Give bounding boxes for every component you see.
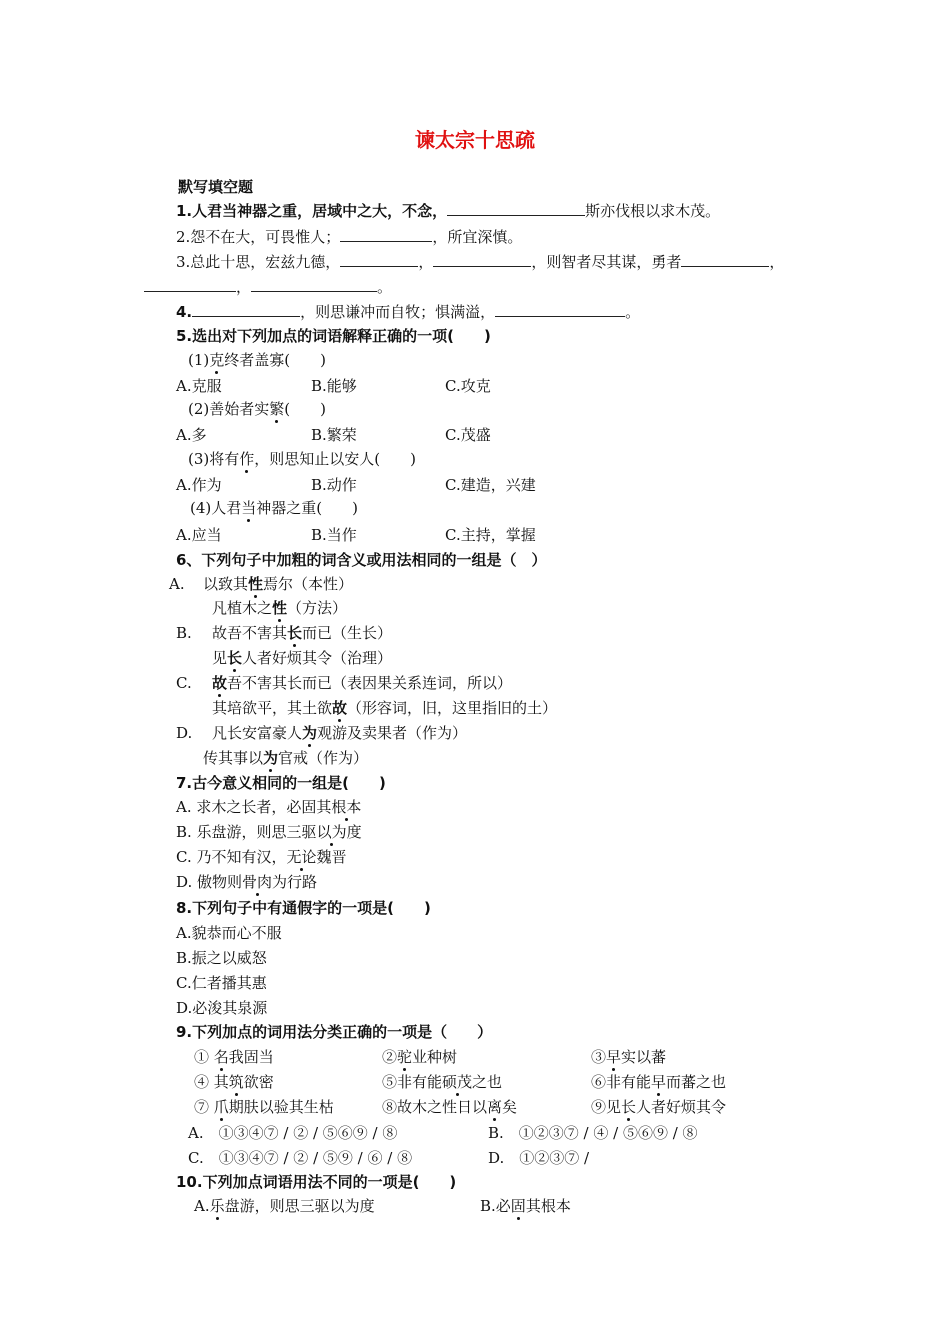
q5-s1-opt-b[interactable]: B.能够	[311, 377, 357, 395]
q5-s4-a: (4)人君	[190, 499, 242, 517]
q5-s2-b: ( )	[284, 400, 326, 418]
dotted-word: 固	[510, 1197, 526, 1215]
q6-opt-a-label[interactable]: A.	[169, 575, 185, 593]
q9-text: 期肤以验其生枯	[228, 1098, 334, 1116]
q6-text: 凡植木之	[212, 599, 273, 617]
bold-dotted-word: 长	[227, 649, 243, 667]
q9-item-4	[194, 1071, 274, 1093]
q5-s3-a: (3)将有	[188, 450, 240, 468]
dotted-word: 骨肉	[242, 873, 273, 891]
q6-text: 传其事以	[203, 749, 264, 767]
q3-blank-3[interactable]	[681, 252, 769, 267]
q5-s2-opt-c[interactable]: C.茂盛	[445, 426, 491, 444]
dotted-word: 硕茂	[442, 1073, 473, 1091]
q9-text: ③	[591, 1048, 607, 1066]
q9-text: ⑧故木之性日以	[382, 1098, 488, 1116]
q9-text: ②	[382, 1048, 398, 1066]
q2-text: 2.怨不在大，可畏惟人；	[176, 228, 341, 246]
q9-text: ⑤非有能	[382, 1073, 443, 1091]
question-3-cont	[144, 276, 392, 298]
q9-item-3	[591, 1046, 666, 1068]
q5-s1-b: 终者盖寡( )	[224, 351, 326, 369]
q6-text: 以致其	[203, 575, 249, 593]
q6-opt-c-line2	[212, 697, 557, 719]
q5-sub-3	[188, 448, 416, 470]
q7-opt-d[interactable]	[176, 871, 317, 893]
q5-s2-opt-b[interactable]: B.繁荣	[311, 426, 357, 444]
dotted-word: 乐	[209, 1197, 225, 1215]
q3-end: 。	[377, 278, 393, 296]
q3-blank-4[interactable]	[144, 277, 236, 292]
q4-blank-1[interactable]	[192, 302, 300, 317]
q6-opt-a-line1	[203, 573, 353, 595]
q9-text: 实以蕃	[621, 1048, 667, 1066]
q6-text: 凡长安富豪人	[212, 724, 303, 742]
q9-opt-c[interactable]: C. ①③④⑦ / ② / ⑤⑨ / ⑥ / ⑧	[188, 1149, 413, 1167]
question-7-stem: 7.古今意义相同的一组是( )	[176, 774, 386, 792]
q9-item-8	[382, 1096, 517, 1118]
q7-text: C. 乃不知有汉，	[176, 848, 287, 866]
q6-opt-c-label[interactable]: C.	[176, 674, 192, 692]
q2-text-end: ，所宜深慎。	[432, 228, 523, 246]
bold-dotted-word: 性	[272, 599, 288, 617]
question-10-stem: 10.下列加点词语用法不同的一项是( )	[176, 1173, 457, 1191]
q5-sub-2	[188, 398, 326, 420]
q3-sep: ，	[769, 253, 785, 271]
question-3	[176, 251, 784, 273]
question-9-stem: 9.下列加点的词用法分类正确的一项是（ ）	[176, 1023, 493, 1041]
q6-text: 观游及卖果者（作为）	[317, 724, 468, 742]
q9-opt-a[interactable]: A. ①③④⑦ / ② / ⑤⑥⑨ / ⑧	[188, 1124, 398, 1142]
q9-text: 我固当	[228, 1048, 274, 1066]
q9-item-2	[382, 1046, 457, 1068]
question-5-stem: 5.选出对下列加点的词语解释正确的一项( )	[176, 327, 491, 345]
bold-dotted-word: 为	[302, 724, 318, 742]
dotted-word: 驼	[397, 1048, 413, 1066]
bold-dotted-word: 为	[263, 749, 279, 767]
q9-text: 而蕃之也	[666, 1073, 727, 1091]
q10-text: 盘游，则思三驱以为度	[224, 1197, 375, 1215]
q10-opt-a[interactable]	[194, 1195, 375, 1217]
dotted-word: 爪	[213, 1098, 229, 1116]
q3-sep: ，	[236, 278, 252, 296]
question-1	[176, 200, 720, 222]
q6-text: 其培欲平，其土欲	[212, 699, 333, 717]
q2-blank[interactable]	[340, 227, 432, 242]
q9-item-7	[194, 1096, 334, 1118]
q4-text: ，则思谦冲而自牧；惧满溢，	[300, 303, 496, 321]
q6-text: （方法）	[287, 599, 348, 617]
q4-end: 。	[625, 303, 641, 321]
section-heading: 默写填空题	[178, 178, 254, 196]
bold-dotted-word: 故	[332, 699, 348, 717]
q5-s3-b: ，则思知止以安人( )	[254, 450, 416, 468]
q1-blank[interactable]	[447, 201, 585, 216]
q9-text: 欲密	[243, 1073, 274, 1091]
q3-blank-1[interactable]	[340, 252, 418, 267]
dotted-word: 长	[621, 1098, 637, 1116]
question-2	[176, 226, 522, 248]
q5-s4-b: 神器之重( )	[256, 499, 358, 517]
dotted-word: 名	[213, 1048, 229, 1066]
dotted-word: 无论	[286, 848, 317, 866]
q9-opt-b[interactable]: B. ①②③⑦ / ④ / ⑤⑥⑨ / ⑧	[488, 1124, 698, 1142]
q3-sep: ，	[418, 253, 434, 271]
bold-dotted-word: 故	[212, 674, 228, 692]
q9-text: ①	[194, 1048, 214, 1066]
q7-text: 为行路	[272, 873, 318, 891]
q6-text: 人者好烦其令（治理）	[242, 649, 393, 667]
q3-text-mid: ，则智者尽其谋，勇者	[531, 253, 682, 271]
q6-opt-d-label[interactable]: D.	[176, 724, 193, 742]
q10-text: 其根本	[525, 1197, 571, 1215]
q9-item-6	[591, 1071, 726, 1093]
q5-sub-1	[188, 349, 326, 371]
q6-text: 焉尔（本性）	[263, 575, 354, 593]
q5-s4-opt-a[interactable]: A.应当	[176, 526, 222, 544]
q7-text: 度	[346, 823, 362, 841]
q9-text: ⑦	[194, 1098, 214, 1116]
q7-opt-c[interactable]	[176, 846, 347, 868]
question-6-stem: 6、下列句子中加粗的词含义或用法相同的一组是（ ）	[176, 551, 547, 569]
q6-opt-b-label[interactable]: B.	[176, 624, 192, 642]
q7-opt-b[interactable]	[176, 821, 362, 843]
q6-text: 而已（生长）	[302, 624, 393, 642]
q6-text: 吾不害其长而已（表因果关系连词，所以）	[227, 674, 513, 692]
q1-text: 1.人君当神器之重，居域中之大，不念，	[176, 202, 448, 220]
q6-opt-d-line2	[203, 747, 368, 769]
q9-text: ⑥非有能	[591, 1073, 652, 1091]
q6-text: （形容词，旧，这里指旧的土）	[347, 699, 558, 717]
q9-text: 人者好烦其令	[636, 1098, 727, 1116]
q5-s3-opt-a[interactable]: A.作为	[176, 476, 222, 494]
dotted-word: 以为	[316, 823, 347, 841]
q10-text: A.	[194, 1197, 210, 1215]
q6-opt-b-line2	[212, 647, 392, 669]
q6-text: 见	[212, 649, 228, 667]
q3-text: 3.总此十思，宏兹九德，	[176, 253, 341, 271]
q3-blank-5[interactable]	[251, 277, 377, 292]
dotted-word: 克	[209, 351, 225, 369]
dotted-word: 离	[487, 1098, 503, 1116]
q6-opt-d-line1	[212, 722, 467, 744]
q8-opt-c[interactable]: C.仁者播其惠	[176, 974, 267, 992]
q9-item-1	[194, 1046, 274, 1068]
q6-opt-a-line2	[212, 597, 347, 619]
q4-blank-2[interactable]	[495, 302, 625, 317]
q5-s1-a: (1)	[188, 351, 210, 369]
q1-text-end: 斯亦伐根以求木茂。	[585, 202, 721, 220]
q10-opt-b[interactable]	[480, 1195, 571, 1217]
q5-s1-opt-c[interactable]: C.攻克	[445, 377, 491, 395]
dotted-word: 筑	[228, 1073, 244, 1091]
q9-text: ④ 其	[194, 1073, 229, 1091]
dotted-word: 繁	[269, 400, 285, 418]
q5-s3-opt-b[interactable]: B.动作	[311, 476, 357, 494]
q5-s3-opt-c[interactable]: C.建造，兴建	[445, 476, 536, 494]
bold-dotted-word: 性	[248, 575, 264, 593]
dotted-word: 早	[606, 1048, 622, 1066]
question-4	[176, 301, 640, 323]
bold-dotted-word: 长	[287, 624, 303, 642]
q7-opt-a[interactable]	[176, 796, 361, 818]
question-8-stem: 8.下列句子中有通假字的一项是( )	[176, 899, 431, 917]
q8-opt-d[interactable]: D.必浚其泉源	[176, 999, 268, 1017]
q5-s1-opt-a[interactable]: A.克服	[176, 377, 222, 395]
q6-text: 官戒（作为）	[278, 749, 369, 767]
q6-text: 故吾不害其	[212, 624, 288, 642]
q5-sub-4	[190, 497, 358, 519]
q5-s4-opt-c[interactable]: C.主持，掌握	[445, 526, 536, 544]
dotted-word: 当	[241, 499, 257, 517]
q6-opt-c-line1	[212, 672, 512, 694]
q9-item-5	[382, 1071, 502, 1093]
q8-opt-b[interactable]: B.振之以威怒	[176, 949, 267, 967]
q3-blank-2[interactable]	[433, 252, 531, 267]
q4-number: 4.	[176, 303, 193, 321]
q9-opt-d[interactable]: D. ①②③⑦ /	[488, 1149, 590, 1167]
q5-s2-a: (2)善始者实	[188, 400, 270, 418]
dotted-word: 早	[651, 1073, 667, 1091]
q9-text: 业种树	[412, 1048, 458, 1066]
q9-text: 之也	[472, 1073, 503, 1091]
q7-text: 魏晋	[316, 848, 347, 866]
q9-text: ⑨见	[591, 1098, 622, 1116]
q5-s4-opt-b[interactable]: B.当作	[311, 526, 357, 544]
q6-opt-b-line1	[212, 622, 392, 644]
q8-opt-a[interactable]: A.貌恭而心不服	[176, 924, 282, 942]
q9-text: 矣	[502, 1098, 518, 1116]
page-title: 谏太宗十思疏	[415, 128, 535, 152]
q7-text: D. 傲物则	[176, 873, 243, 891]
q5-s2-opt-a[interactable]: A.多	[176, 426, 207, 444]
q10-text: B.必	[480, 1197, 511, 1215]
dotted-word: 作	[239, 450, 255, 468]
q7-text: A. 求木之长者，必固其	[176, 798, 332, 816]
dotted-word: 根本	[331, 798, 362, 816]
q7-text: B. 乐盘游，则思三驱	[176, 823, 317, 841]
q9-item-9	[591, 1096, 726, 1118]
